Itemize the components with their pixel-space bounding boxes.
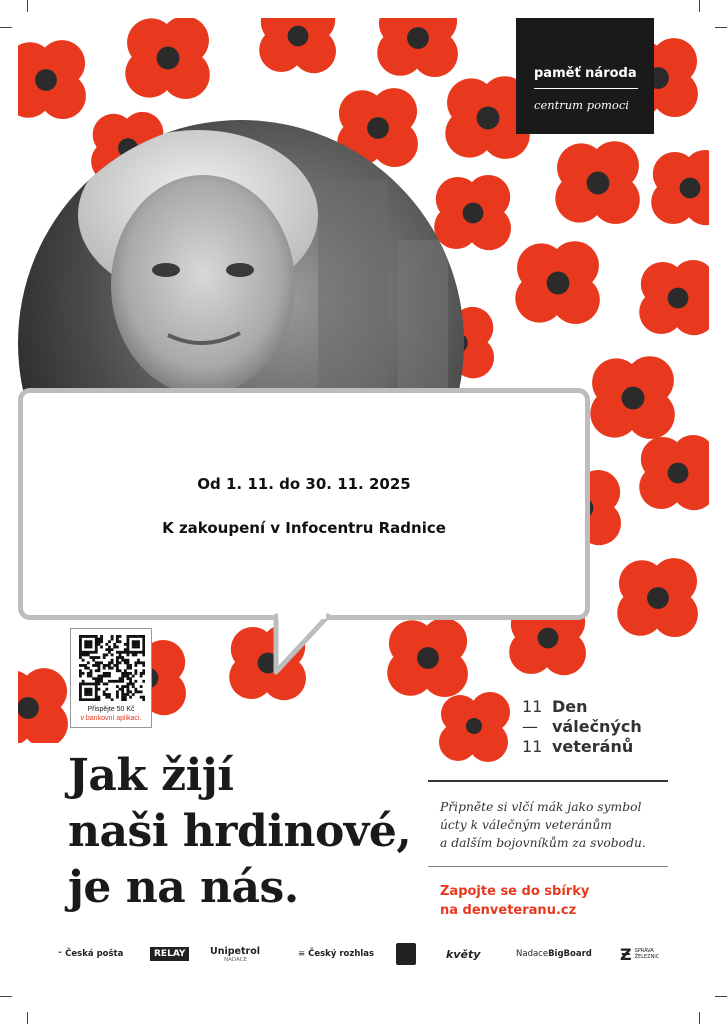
poppy-icon (438, 690, 514, 766)
event-title-valecnych: válečných (552, 717, 642, 736)
event-title-veteranu: veteránů (552, 737, 634, 756)
partner-bigboard-label: BigBoard (548, 949, 592, 959)
partner-unipetrol-sub: NADACE (224, 956, 247, 963)
poppy-flower (18, 40, 86, 119)
szz-text (635, 948, 660, 960)
crop-mark (27, 1012, 28, 1024)
partner-ceska-posta[interactable] (58, 940, 123, 968)
poppy-flower (639, 435, 709, 510)
partner-cesky-rozhlas-label: Český rozhlas (308, 949, 375, 959)
donation-qr-card[interactable] (70, 628, 152, 728)
brand-name: paměť národa (534, 66, 637, 81)
headline-line3: je na nás. (68, 862, 299, 913)
poppy-flower (18, 668, 68, 743)
event-dash: — (522, 717, 538, 736)
partner-cesky-rozhlas[interactable] (298, 940, 374, 968)
sale-location: K zakoupení v Infocentru Radnice (162, 519, 446, 537)
cesky-rozhlas-icon: ≡ (298, 949, 306, 959)
event-day-num: 11 (522, 697, 543, 716)
pamet-naroda-logo[interactable] (516, 18, 654, 134)
divider-top (428, 780, 668, 782)
qr-caption-line1: Přispějte 50 Kč (87, 706, 135, 713)
poppy-flower (639, 260, 709, 335)
partner-unipetrol-label: Unipetrol (210, 945, 260, 957)
poppy-flower (259, 18, 336, 73)
poppy-flower (377, 18, 458, 77)
radio-badge-icon (396, 943, 416, 965)
crop-mark (715, 996, 727, 997)
crop-mark (699, 0, 700, 12)
crop-mark (699, 1012, 700, 1024)
partner-ceska-posta-label: Česká pošta (65, 949, 124, 959)
poppy-flower (590, 356, 674, 439)
poppy-flower (555, 141, 639, 224)
partner-unipetrol[interactable] (210, 940, 260, 968)
event-title-den: Den (552, 697, 588, 716)
headline-line2: naši hrdinové, (68, 806, 412, 857)
info-speech-bubble (18, 388, 590, 620)
brand-subtitle: centrum pomoci (534, 98, 629, 112)
szz-line1: SPRÁVA (634, 948, 654, 954)
pledge-text (440, 798, 680, 852)
poppy-flower (515, 241, 599, 324)
poppy-flower (387, 618, 468, 697)
headline-line1: Jak žijí (68, 750, 234, 801)
poppy-flower (125, 18, 209, 99)
poppy-flower (617, 558, 698, 637)
partner-bigboard-prefix: Nadace (516, 949, 549, 959)
partner-nadace-bigboard[interactable] (516, 940, 592, 968)
partner-sprava-zeleznic[interactable] (620, 940, 659, 968)
speech-bubble-tail (270, 608, 340, 678)
cta-link[interactable]: na denveteranu.cz (440, 903, 577, 918)
crop-mark (0, 996, 12, 997)
qr-code[interactable] (79, 635, 145, 701)
sale-dates: Od 1. 11. do 30. 11. 2025 (197, 475, 411, 493)
szz-line2: ŽELEZNIC (634, 954, 660, 960)
qr-caption-line2: v bankovní aplikaci. (80, 715, 142, 722)
crop-mark (715, 27, 727, 28)
brand-divider (534, 88, 638, 89)
crop-mark (27, 0, 28, 12)
partner-kvety-label: květy (446, 947, 481, 961)
pledge-line3: a dalším bojovníkům za svobodu. (440, 836, 646, 850)
poppy-flower (651, 150, 709, 225)
crop-mark (0, 27, 12, 28)
pledge-line2: úcty k válečným veteránům (440, 818, 612, 832)
szz-icon: Ƶ (620, 944, 632, 964)
ceska-posta-icon: ᵕ (58, 949, 63, 959)
pledge-line1: Připněte si vlčí mák jako symbol (440, 800, 642, 814)
partner-relay[interactable] (150, 940, 189, 968)
cta-line1: Zapojte se do sbírky (440, 884, 590, 899)
partner-kvety[interactable] (446, 940, 480, 968)
poppy-flower (434, 175, 511, 250)
divider-bottom (428, 866, 668, 867)
event-month-num: 11 (522, 737, 543, 756)
partner-radio-logo[interactable] (396, 940, 416, 968)
partner-relay-label: RELAY (150, 947, 189, 961)
